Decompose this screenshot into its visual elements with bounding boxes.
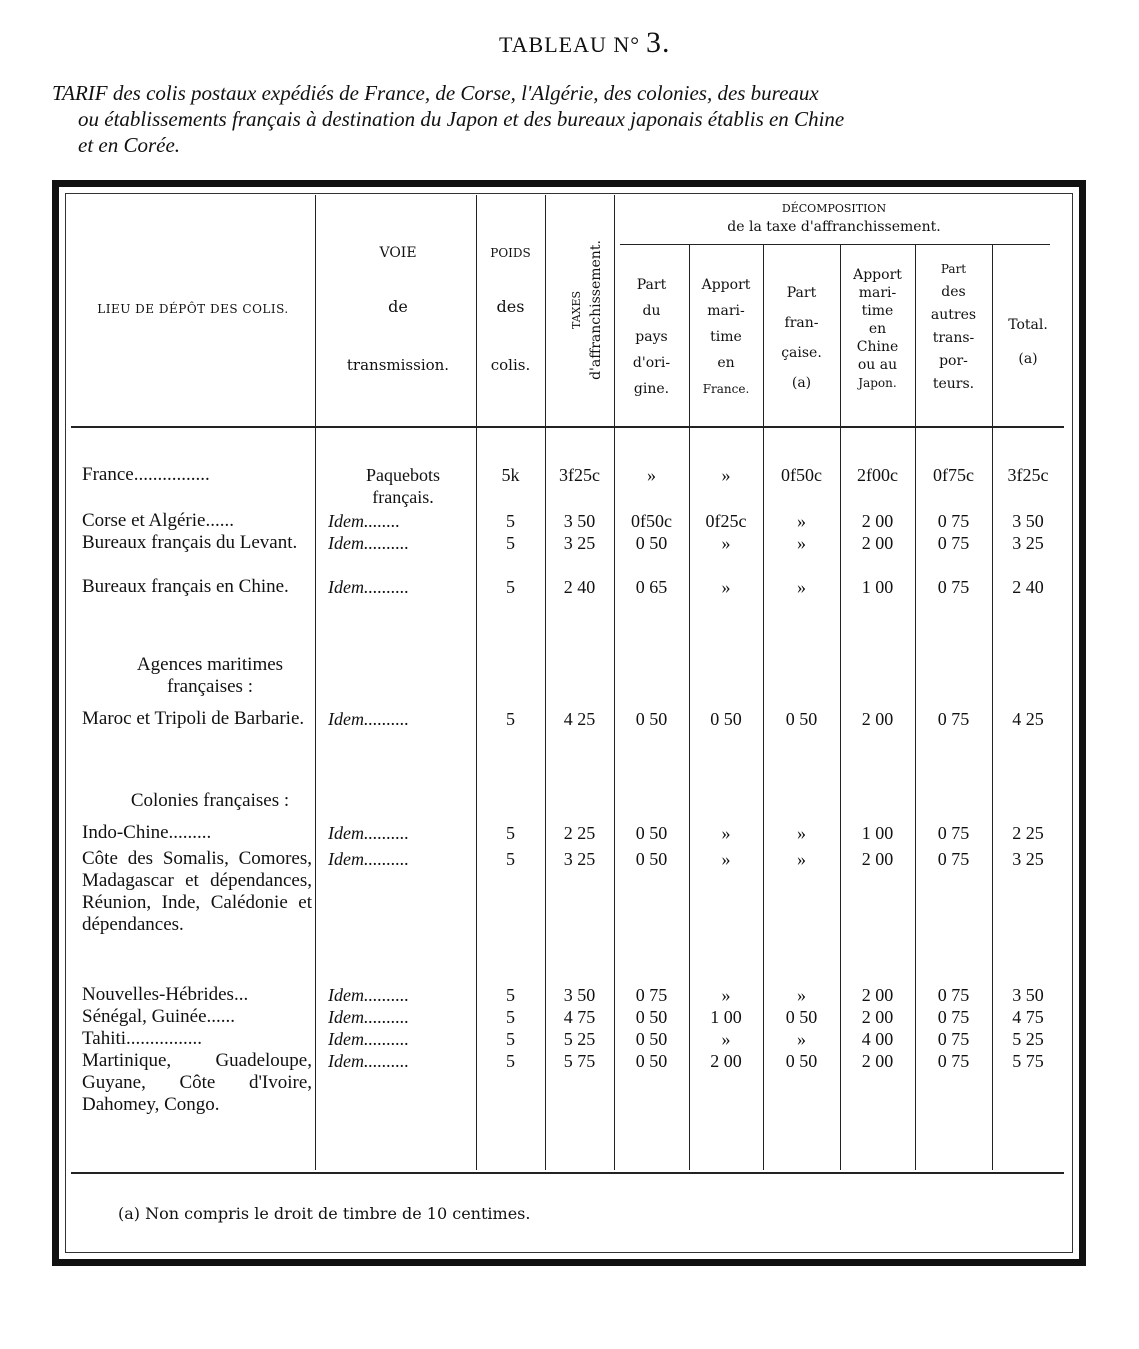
row-mar: » bbox=[721, 823, 731, 843]
header-apport-chine: Apport mari- time en Chine ou au Japon. bbox=[853, 267, 902, 390]
row-lieu: Nouvelles-Hébrides... bbox=[82, 984, 249, 1005]
row-autres: 0 75 bbox=[937, 985, 970, 1005]
row-poids: 5 bbox=[506, 1051, 515, 1071]
header-poids-1: POIDS bbox=[490, 246, 531, 260]
row-pays: 0 65 bbox=[635, 577, 668, 597]
row-fr: 0 50 bbox=[785, 1007, 818, 1027]
header-voie-2: de bbox=[388, 297, 408, 316]
header-decomp-2: de la taxe d'affranchissement. bbox=[727, 219, 941, 235]
row-poids: 5 bbox=[506, 823, 515, 843]
header-part-autres: Part des autres trans- por- teurs. bbox=[930, 262, 977, 392]
row-pays: » bbox=[647, 465, 656, 485]
row-taxe: 2 25 bbox=[563, 823, 596, 843]
row-autres: 0 75 bbox=[937, 849, 970, 869]
row-fr: » bbox=[797, 1029, 806, 1049]
row-poids: 5 bbox=[506, 709, 515, 729]
row-chine: 2 00 bbox=[861, 709, 894, 729]
col-divider bbox=[315, 195, 316, 1170]
row-total: 3 25 bbox=[1012, 533, 1044, 553]
row-pays: 0 50 bbox=[635, 709, 668, 729]
row-pays: 0 75 bbox=[635, 985, 668, 1005]
row-autres: 0 75 bbox=[937, 577, 970, 597]
row-fr: » bbox=[797, 985, 806, 1005]
row-poids: 5 bbox=[506, 533, 515, 553]
header-part-francaise: Part fran- çaise. (a) bbox=[781, 285, 822, 391]
row-pays: 0 50 bbox=[635, 823, 668, 843]
row-total: 3 25 bbox=[1012, 849, 1044, 869]
row-lieu: Agences maritimes françaises : bbox=[136, 654, 284, 697]
row-taxe: 3 25 bbox=[563, 849, 596, 869]
row-chine: 4 00 bbox=[861, 1029, 894, 1049]
decomp-brace bbox=[620, 244, 1050, 245]
row-chine: 1 00 bbox=[861, 577, 894, 597]
row-fr: 0f50c bbox=[781, 465, 822, 485]
row-autres: 0 75 bbox=[937, 511, 970, 531]
row-taxe: 4 25 bbox=[563, 709, 596, 729]
row-voie: Idem.......... bbox=[328, 823, 409, 843]
row-total: 2 40 bbox=[1012, 577, 1044, 597]
row-chine: 2 00 bbox=[861, 511, 894, 531]
row-voie: Idem.......... bbox=[328, 1051, 409, 1071]
row-lieu: Côte des Somalis, Comores, Madagascar et dépendances, Réunion, Inde, Calédonie et dépendances. bbox=[82, 848, 312, 935]
row-mar: 0f25c bbox=[705, 511, 747, 531]
row-mar: » bbox=[721, 849, 731, 869]
row-chine: 2 00 bbox=[861, 849, 894, 869]
row-pays: 0 50 bbox=[635, 1051, 668, 1071]
row-fr: » bbox=[797, 511, 806, 531]
row-voie: Idem........ bbox=[328, 511, 400, 531]
header-rule bbox=[71, 426, 1064, 428]
row-autres: 0f75c bbox=[933, 465, 974, 485]
row-fr: » bbox=[797, 577, 806, 597]
row-mar: 0 50 bbox=[710, 709, 742, 729]
header-voie-3: transmission. bbox=[346, 356, 450, 374]
row-lieu: France................ bbox=[82, 464, 210, 485]
row-pays: 0 50 bbox=[635, 1029, 668, 1049]
row-voie: Idem.......... bbox=[328, 985, 409, 1005]
row-fr: 0 50 bbox=[785, 1051, 818, 1071]
header-poids-3: colis. bbox=[490, 356, 531, 374]
row-taxe: 2 40 bbox=[563, 577, 596, 597]
row-lieu: Sénégal, Guinée...... bbox=[82, 1006, 236, 1027]
row-pays: 0f50c bbox=[631, 511, 672, 531]
row-fr: » bbox=[797, 823, 806, 843]
row-pays: 0 50 bbox=[635, 533, 668, 553]
row-taxe: 4 75 bbox=[563, 1007, 596, 1027]
row-lieu: Bureaux français du Levant. bbox=[82, 532, 298, 553]
row-taxe: 5 75 bbox=[563, 1051, 596, 1071]
header-lieu: LIEU DE DÉPÔT DES COLIS. bbox=[97, 302, 289, 316]
row-taxe: 5 25 bbox=[563, 1029, 596, 1049]
row-taxe: 3f25c bbox=[559, 465, 600, 485]
row-lieu: Corse et Algérie...... bbox=[82, 510, 234, 531]
row-chine: 1 00 bbox=[861, 823, 894, 843]
row-taxe: 3 50 bbox=[563, 985, 596, 1005]
row-mar: » bbox=[721, 465, 731, 485]
row-total: 4 25 bbox=[1012, 709, 1044, 729]
row-voie: Idem.......... bbox=[328, 533, 409, 553]
row-total: 5 25 bbox=[1012, 1029, 1044, 1049]
row-fr: 0 50 bbox=[785, 709, 818, 729]
row-lieu: Maroc et Tripoli de Barbarie. bbox=[82, 708, 305, 729]
row-lieu: Martinique, Guadeloupe, Guyane, Côte d'Ivoire, Dahomey, Congo. bbox=[82, 1050, 312, 1115]
header-apport-maritime: Apport mari- time en France. bbox=[701, 277, 751, 396]
row-voie: Idem.......... bbox=[328, 849, 409, 869]
row-chine: 2 00 bbox=[861, 1007, 894, 1027]
row-total: 3f25c bbox=[1007, 465, 1049, 485]
row-poids: 5 bbox=[506, 1029, 515, 1049]
row-voie: Idem.......... bbox=[328, 709, 409, 729]
subtitle-line-2: ou établissements français à destination du Japon et des bureaux japonais établis en Chine bbox=[78, 107, 845, 131]
row-taxe: 3 50 bbox=[563, 511, 596, 531]
row-total: 5 75 bbox=[1012, 1051, 1044, 1071]
row-voie-2: français. bbox=[372, 487, 434, 507]
row-autres: 0 75 bbox=[937, 1007, 970, 1027]
row-mar: » bbox=[721, 1029, 731, 1049]
row-total: 3 50 bbox=[1012, 511, 1044, 531]
footer-rule bbox=[71, 1172, 1064, 1174]
row-lieu: Colonies françaises : bbox=[130, 790, 290, 811]
row-chine: 2 00 bbox=[861, 985, 894, 1005]
row-autres: 0 75 bbox=[937, 709, 970, 729]
row-autres: 0 75 bbox=[937, 533, 970, 553]
subtitle-line-3: et en Corée. bbox=[78, 133, 181, 157]
row-lieu: Bureaux français en Chine. bbox=[82, 576, 289, 597]
row-poids: 5k bbox=[501, 465, 520, 485]
row-total: 3 50 bbox=[1012, 985, 1044, 1005]
row-pays: 0 50 bbox=[635, 849, 668, 869]
row-mar: » bbox=[721, 985, 731, 1005]
header-poids-2: des bbox=[496, 297, 525, 316]
row-chine: 2 00 bbox=[861, 1051, 894, 1071]
row-autres: 0 75 bbox=[937, 1029, 970, 1049]
row-autres: 0 75 bbox=[937, 1051, 970, 1071]
row-lieu: Tahiti................ bbox=[82, 1028, 203, 1049]
header-part-pays: Part du pays d'ori- gine. bbox=[632, 277, 671, 397]
row-lieu: Indo-Chine......... bbox=[82, 822, 212, 843]
row-pays: 0 50 bbox=[635, 1007, 668, 1027]
row-voie: Idem.......... bbox=[328, 577, 409, 597]
row-total: 4 75 bbox=[1012, 1007, 1044, 1027]
row-poids: 5 bbox=[506, 1007, 515, 1027]
row-chine: 2f00c bbox=[857, 465, 898, 485]
header-decomp-1: DÉCOMPOSITION bbox=[781, 202, 887, 215]
subtitle bbox=[52, 80, 1082, 158]
row-autres: 0 75 bbox=[937, 823, 970, 843]
footnote: (a) Non compris le droit de timbre de 10 centimes. bbox=[118, 1204, 531, 1223]
row-poids: 5 bbox=[506, 985, 515, 1005]
row-chine: 2 00 bbox=[861, 533, 894, 553]
row-mar: » bbox=[721, 577, 731, 597]
row-mar: 1 00 bbox=[710, 1007, 742, 1027]
row-voie: Idem.......... bbox=[328, 1007, 409, 1027]
header-total: Total. (a) bbox=[1008, 317, 1048, 367]
header-voie-1: VOIE bbox=[379, 245, 417, 261]
subtitle-line-1: TARIF des colis postaux expédiés de France, de Corse, l'Algérie, des colonies, des bureaux bbox=[52, 81, 819, 105]
header-taxes-2: d'affranchissement. bbox=[588, 240, 604, 380]
row-voie: Paquebots bbox=[366, 465, 440, 485]
row-fr: » bbox=[797, 533, 806, 553]
header-taxes-1: TAXES bbox=[570, 290, 583, 330]
row-taxe: 3 25 bbox=[563, 533, 596, 553]
row-poids: 5 bbox=[506, 511, 515, 531]
row-voie: Idem.......... bbox=[328, 1029, 409, 1049]
row-fr: » bbox=[797, 849, 806, 869]
row-mar: » bbox=[721, 533, 731, 553]
row-total: 2 25 bbox=[1012, 823, 1044, 843]
row-mar: 2 00 bbox=[710, 1051, 742, 1071]
page-title: TABLEAU N° 3. bbox=[498, 26, 671, 59]
row-poids: 5 bbox=[506, 849, 515, 869]
row-poids: 5 bbox=[506, 577, 515, 597]
